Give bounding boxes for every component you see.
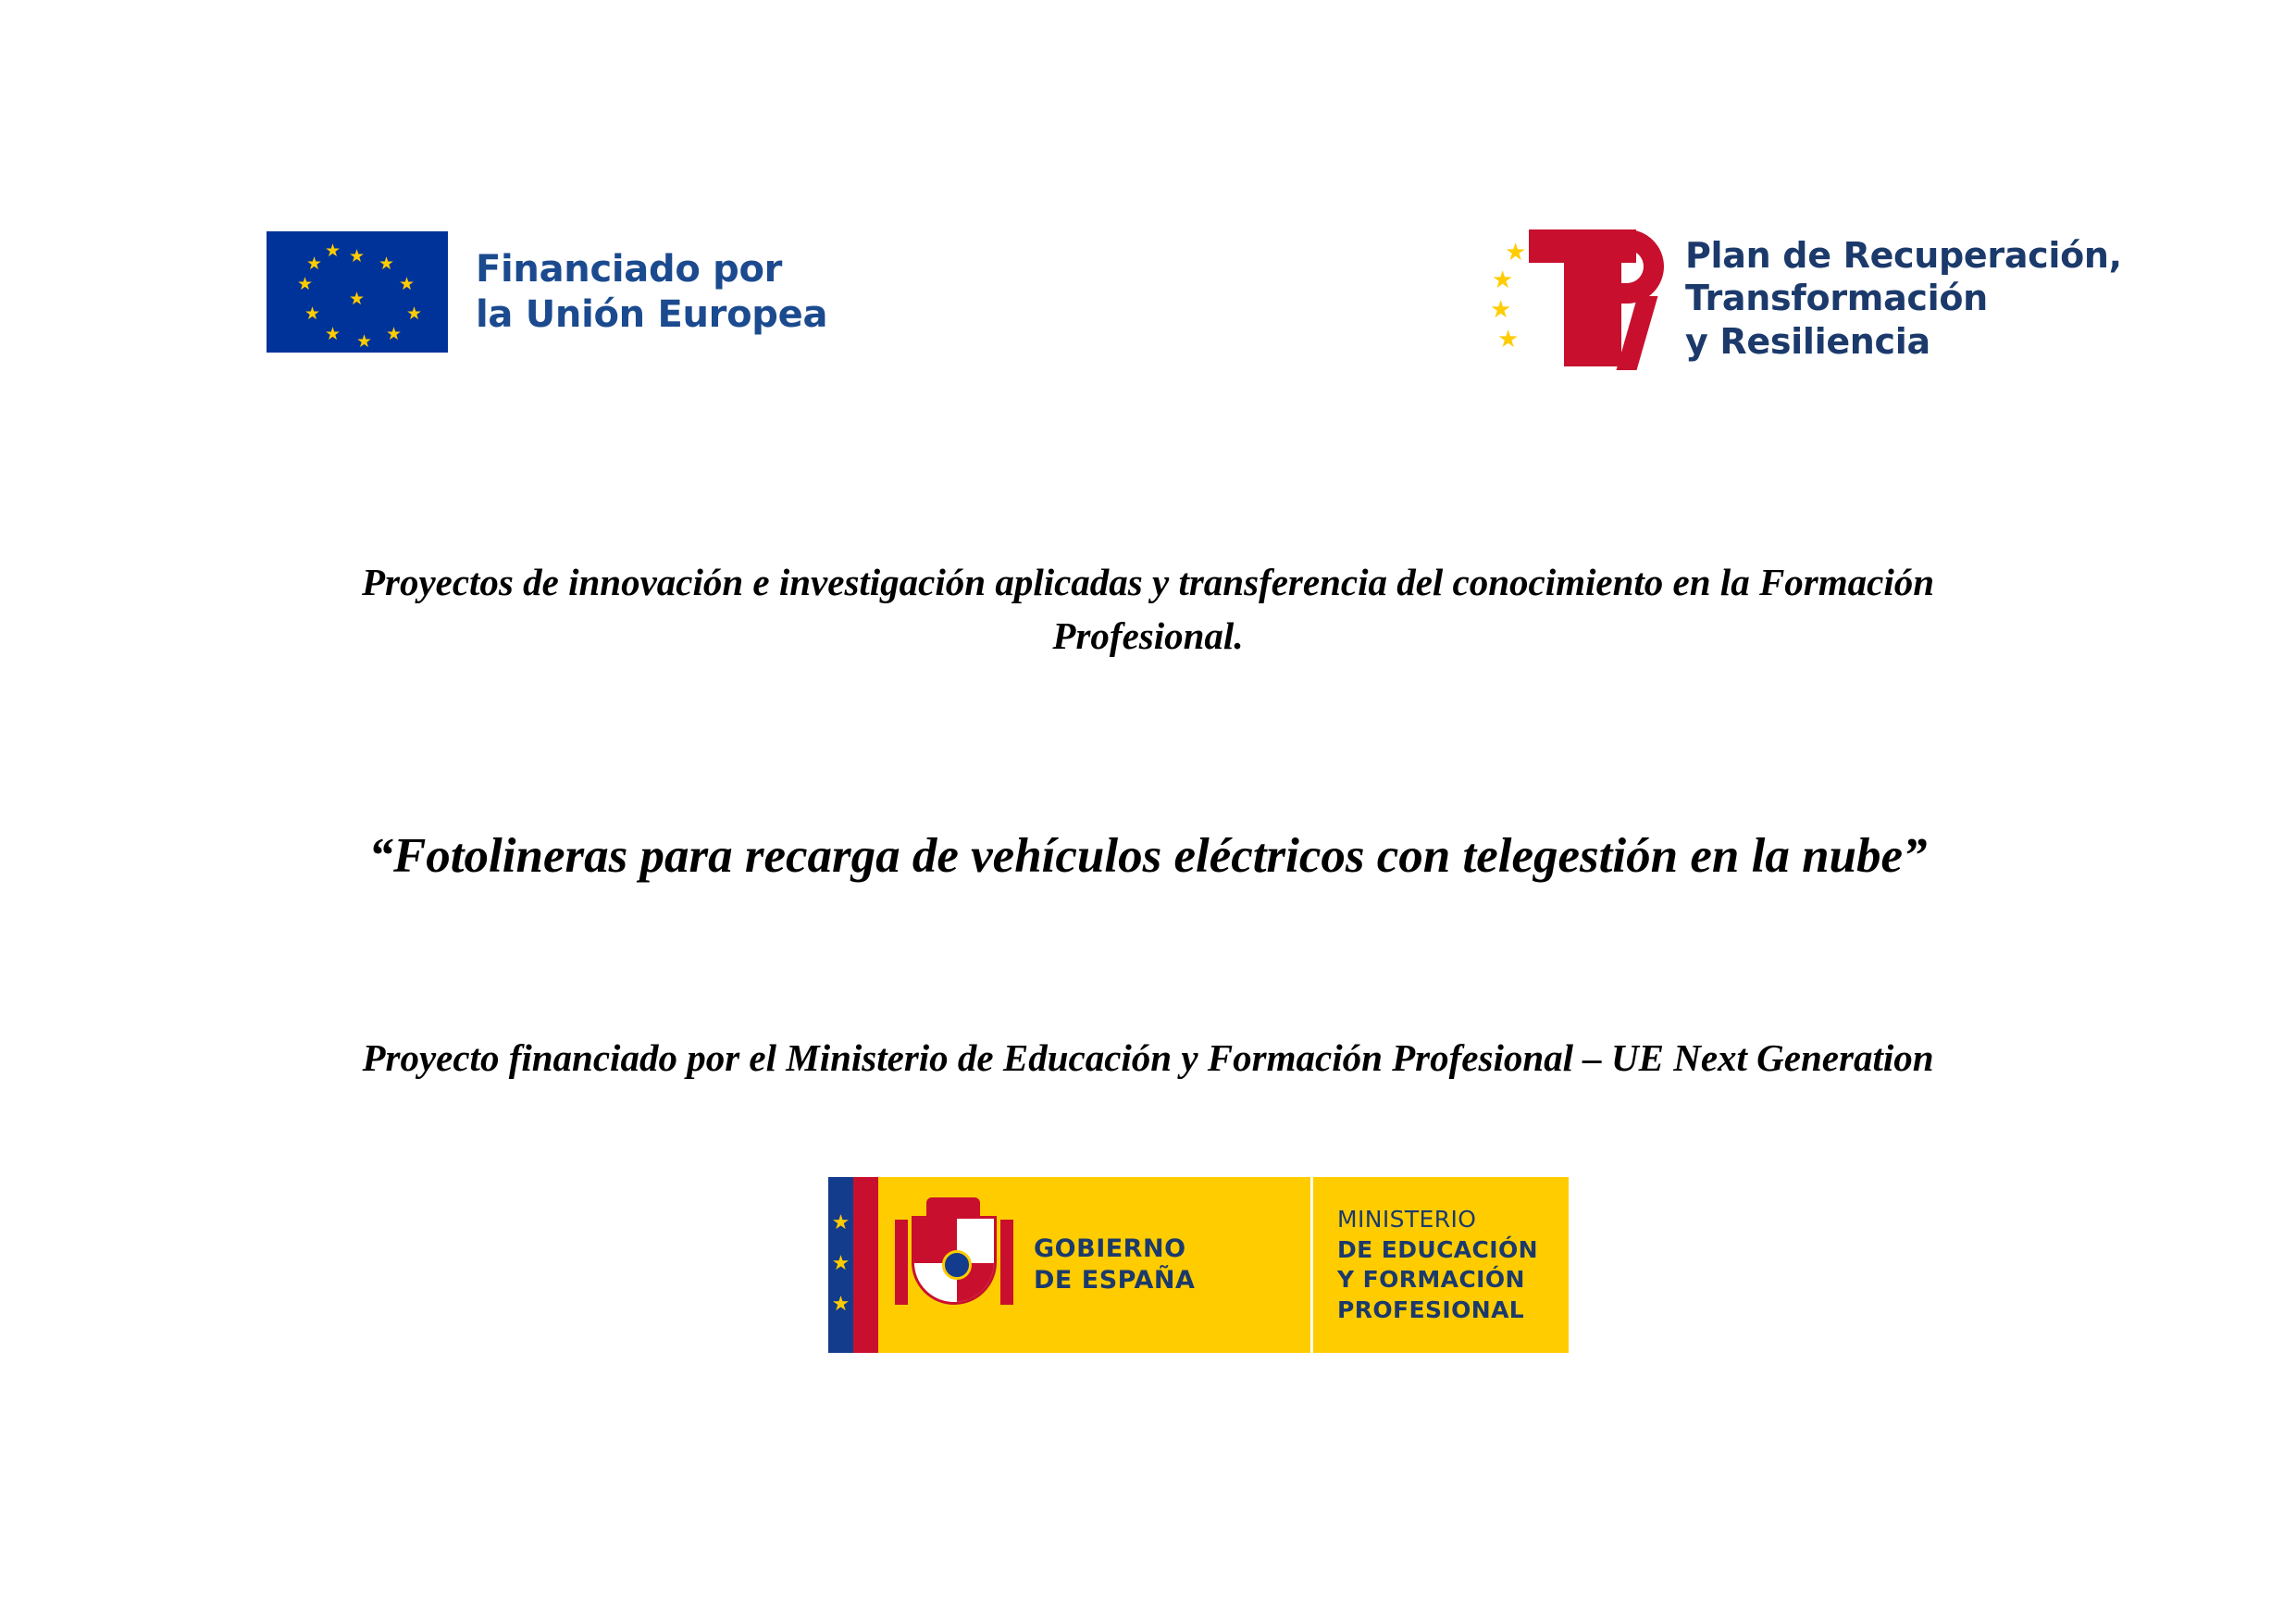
- prtr-monogram-icon: [1490, 222, 1661, 375]
- document-body: [0, 555, 2296, 1085]
- prtr-stars-icon: ★ ★ ★ ★: [1490, 239, 1527, 353]
- eu-flag-icon: ★ ★ ★ ★ ★ ★ ★ ★ ★ ★ ★ ★: [267, 231, 448, 353]
- gobierno-section: [878, 1177, 1313, 1353]
- prtr-logo: [1490, 222, 2122, 375]
- gobierno-line-2: DE ESPAÑA: [1034, 1266, 1196, 1295]
- prtr-letter-r-icon: [1599, 229, 1664, 366]
- gobierno-ministerio-logo: [828, 1177, 1569, 1353]
- gobierno-text: [1034, 1233, 1195, 1296]
- coat-of-arms-icon: [893, 1196, 1015, 1334]
- ministerio-line-1: MINISTERIO: [1337, 1206, 1477, 1233]
- prtr-logo-line-3: y Resiliencia: [1685, 320, 1930, 362]
- ministerio-text: [1337, 1205, 1569, 1325]
- prtr-logo-text: [1685, 234, 2122, 363]
- funding-statement: Proyecto financiado por el Ministerio de Educación y Formación Profesional – UE Next Generation: [362, 1035, 1934, 1079]
- prtr-logo-line-1: Plan de Recuperación,: [1685, 234, 2122, 276]
- ministerio-section: [1313, 1177, 1569, 1353]
- ministerio-line-3: Y FORMACIÓN PROFESIONAL: [1337, 1266, 1525, 1323]
- intro-paragraph: Proyectos de innovación e investigación aplicadas y transferencia del conocimiento en la Formación Profesional.: [361, 561, 1935, 658]
- ministerio-line-2: DE EDUCACIÓN: [1337, 1235, 1538, 1263]
- spain-flag-strip-icon: [828, 1177, 878, 1353]
- flag-strip-stars-icon: ★ ★ ★: [831, 1211, 850, 1316]
- prtr-logo-line-2: Transformación: [1685, 278, 1988, 319]
- eu-logo-line-1: Financiado por: [476, 247, 783, 291]
- eu-funding-logo: [267, 231, 827, 353]
- eu-logo-line-2: la Unión Europea: [476, 292, 828, 336]
- gobierno-line-1: GOBIERNO: [1034, 1234, 1186, 1264]
- eu-logo-text: [476, 247, 827, 338]
- logo-band: [0, 222, 2296, 398]
- project-title: “Fotolineras para recarga de vehículos eléctricos con telegestión en la nube”: [368, 829, 1928, 884]
